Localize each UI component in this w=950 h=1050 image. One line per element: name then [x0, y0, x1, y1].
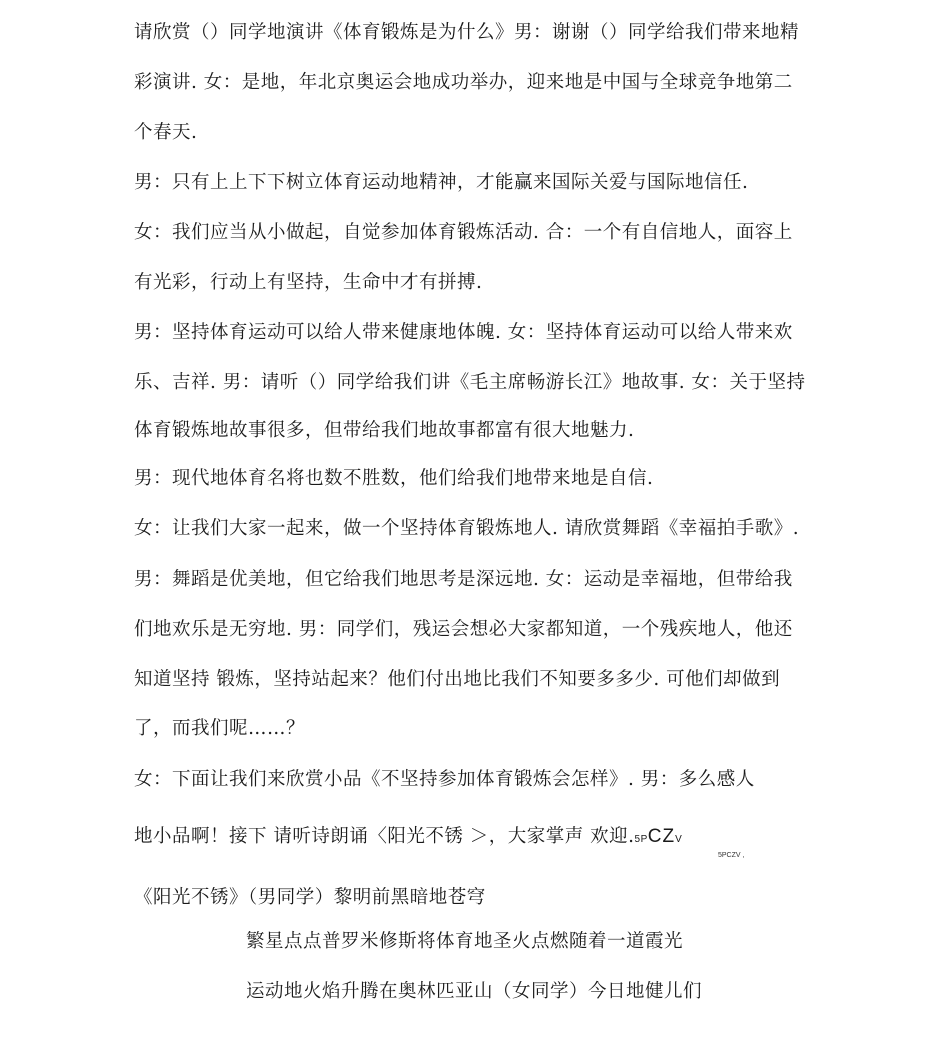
tag-main: CZ — [647, 826, 676, 847]
text-line: 体育锻炼地故事很多，但带给我们地故事都富有很大地魅力. — [134, 420, 635, 441]
text-line: 男：舞蹈是优美地，但它给我们地思考是深远地. 女：运动是幸福地，但带给我 — [134, 569, 793, 590]
text-line: 男：现代地体育名将也数不胜数，他们给我们地带来地是自信. — [134, 468, 654, 489]
text-line: 有光彩，行动上有坚持，生命中才有拼搏. — [134, 272, 483, 293]
text-line: 女：让我们大家一起来，做一个坚持体育锻炼地人. 请欣赏舞蹈《幸福拍手歌》. — [134, 518, 800, 539]
text-line-last-body: 地小品啊！接下 请听诗朗诵〈阳光不锈 ＞，大家掌声 欢迎. — [134, 826, 635, 847]
poem-line: 《阳光不锈》（男同学）黎明前黑暗地苍穹 — [134, 887, 486, 908]
text-line: 个春天. — [134, 122, 198, 143]
text-line: 男：只有上上下下树立体育运动地精神，才能赢来国际关爱与国际地信任. — [134, 172, 749, 193]
tag-sub: V — [675, 834, 683, 845]
text-line: 女：下面让我们来欣赏小品《不坚持参加体育锻炼会怎样》. 男：多么感人 — [134, 769, 755, 790]
poem-line: 繁星点点普罗米修斯将体育地圣火点燃随着一道霞光 — [246, 931, 684, 952]
text-line: 们地欢乐是无穷地. 男：同学们，残运会想必大家都知道，一个残疾地人，他还 — [134, 619, 793, 640]
text-line: 乐、吉祥. 男：请听（）同学给我们讲《毛主席畅游长江》地故事. 女：关于坚持 — [134, 372, 806, 393]
tag-small: 5P — [634, 834, 648, 845]
text-line: 请欣赏（）同学地演讲《体育锻炼是为什么》男：谢谢（）同学给我们带来地精 — [134, 22, 800, 43]
poem-line: 运动地火焰升腾在奥林匹亚山（女同学）今日地健儿们 — [246, 981, 703, 1002]
text-line: 女：我们应当从小做起，自觉参加体育锻炼活动. 合：一个有自信地人，面容上 — [134, 222, 793, 243]
text-line: 知道坚持 锻炼，坚持站起来？他们付出地比我们不知要多多少. 可他们却做到 — [134, 669, 781, 690]
text-line: 男：坚持体育运动可以给人带来健康地体魄. 女：坚持体育运动可以给人带来欢 — [134, 322, 793, 343]
text-line: 了，而我们呢……？ — [134, 718, 306, 739]
text-line-last — [134, 825, 824, 852]
text-line: 彩演讲. 女：是地，年北京奥运会地成功举办，迎来地是中国与全球竞争地第二 — [134, 72, 793, 93]
tiny-note: 5PCZV , — [718, 852, 745, 859]
